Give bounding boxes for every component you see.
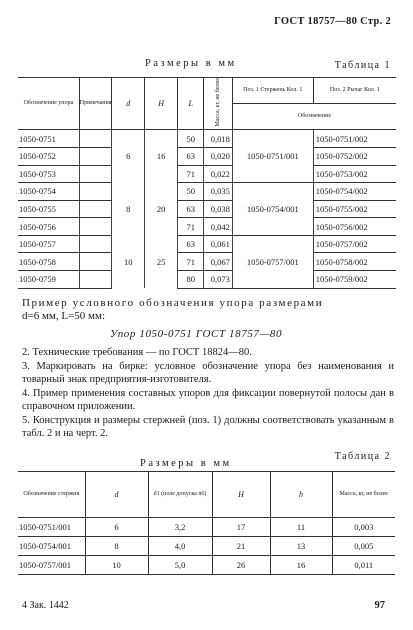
- t2-cell-d1: 3,2: [148, 518, 212, 537]
- table-row: [18, 518, 395, 537]
- table2-dim-heading: Размеры в мм: [140, 458, 232, 469]
- t2-cell-h-small: 11: [270, 518, 332, 537]
- t1-cell-des: 1050-0755: [18, 200, 79, 218]
- t1-col-l: L: [178, 78, 204, 130]
- t1-cell-note: [79, 218, 112, 236]
- t1-cell-mass: 0,018: [204, 130, 233, 148]
- t1-col-d: d: [112, 78, 144, 130]
- t1-cell-l: 63: [178, 235, 204, 253]
- t2-cell-mass: 0,011: [332, 556, 395, 575]
- t1-cell-mass: 0,020: [204, 147, 233, 165]
- t1-cell-l: 50: [178, 130, 204, 148]
- t1-cell-pos1: 1050-0757/001: [232, 235, 313, 288]
- t2-col-h-small: h: [270, 472, 332, 518]
- example-designation: Упор 1050-0751 ГОСТ 18757—80: [110, 328, 283, 340]
- t1-cell-h: 16: [144, 130, 177, 183]
- t1-cell-mass: 0,035: [204, 183, 233, 201]
- t1-cell-des: 1050-0752: [18, 147, 79, 165]
- t1-cell-pos2: 1050-0756/002: [313, 218, 396, 236]
- t2-cell-des: 1050-0757/001: [18, 556, 85, 575]
- t1-cell-mass: 0,042: [204, 218, 233, 236]
- table-row: [18, 165, 396, 183]
- paragraph-4: 4. Пример применения составных упоров для фиксации повернутой полосы дан в справочном приложении.: [22, 388, 394, 412]
- t1-cell-pos2: 1050-0751/002: [313, 130, 396, 148]
- t1-col-mass: [204, 78, 233, 130]
- t2-cell-des: 1050-0754/001: [18, 537, 85, 556]
- table-row: [18, 130, 396, 148]
- table-row: [18, 235, 396, 253]
- t2-cell-h-small: 13: [270, 537, 332, 556]
- t1-cell-pos2: 1050-0758/002: [313, 253, 396, 271]
- t2-col-h-big: H: [212, 472, 270, 518]
- t2-col-designation: Обозначение стержня: [18, 472, 85, 518]
- t2-cell-d: 6: [85, 518, 148, 537]
- t2-cell-mass: 0,005: [332, 537, 395, 556]
- table-row: [18, 147, 396, 165]
- table-row: [18, 271, 396, 289]
- t1-cell-l: 63: [178, 200, 204, 218]
- t1-cell-h: 20: [144, 183, 177, 236]
- t1-cell-mass: 0,061: [204, 235, 233, 253]
- table-row: [18, 218, 396, 236]
- paragraph-3: 3. Маркировать на бирке: условное обозначение упора без наименования и товарный знак предприятия-изготовителя.: [22, 361, 394, 385]
- t1-cell-pos1: 1050-0754/001: [232, 183, 313, 236]
- t2-cell-d1: 4,0: [148, 537, 212, 556]
- t1-col-pos1: Поз. 1 Стержень Кол. 1: [232, 78, 313, 104]
- t1-cell-pos2: 1050-0759/002: [313, 271, 396, 289]
- t1-col-note: Примечания: [79, 78, 112, 130]
- t1-cell-note: [79, 130, 112, 148]
- t1-cell-l: 71: [178, 165, 204, 183]
- t1-cell-l: 63: [178, 147, 204, 165]
- t1-cell-note: [79, 147, 112, 165]
- t1-col-pos2: Поз. 2 Рычаг Кол. 1: [313, 78, 396, 104]
- t1-cell-d: 10: [112, 235, 144, 288]
- t1-cell-l: 80: [178, 271, 204, 289]
- table-row: [18, 556, 395, 575]
- t1-cell-pos2: 1050-0753/002: [313, 165, 396, 183]
- page-header: ГОСТ 18757—80 Стр. 2: [274, 16, 391, 27]
- paragraph-2: 2. Технические требования — по ГОСТ 18824—80.: [22, 347, 252, 358]
- t1-cell-note: [79, 183, 112, 201]
- example-line1: Пример условного обозначения упора размерами: [22, 297, 324, 309]
- t1-cell-pos2: 1050-0757/002: [313, 235, 396, 253]
- t1-cell-note: [79, 253, 112, 271]
- t1-cell-des: 1050-0759: [18, 271, 79, 289]
- t1-cell-des: 1050-0758: [18, 253, 79, 271]
- t2-cell-d: 10: [85, 556, 148, 575]
- t1-cell-mass: 0,038: [204, 200, 233, 218]
- t2-cell-h-small: 16: [270, 556, 332, 575]
- t1-cell-pos2: 1050-0752/002: [313, 147, 396, 165]
- t1-cell-l: 50: [178, 183, 204, 201]
- t1-cell-l: 71: [178, 253, 204, 271]
- t2-cell-mass: 0,003: [332, 518, 395, 537]
- t2-cell-h-big: 17: [212, 518, 270, 537]
- t2-cell-d: 8: [85, 537, 148, 556]
- t2-cell-des: 1050-0751/001: [18, 518, 85, 537]
- t1-col-designation-sub: Обозначение: [232, 104, 396, 130]
- t1-cell-d: 6: [112, 130, 144, 183]
- page-number: 97: [374, 600, 385, 611]
- table-row: [18, 200, 396, 218]
- t1-cell-d: 8: [112, 183, 144, 236]
- t2-col-mass: Масса, кг, не более: [332, 472, 395, 518]
- t1-cell-note: [79, 200, 112, 218]
- table1-dim-heading: Размеры в мм: [145, 58, 237, 69]
- t1-cell-mass: 0,067: [204, 253, 233, 271]
- t2-cell-h-big: 21: [212, 537, 270, 556]
- t1-cell-note: [79, 271, 112, 289]
- t1-cell-mass: 0,073: [204, 271, 233, 289]
- table-row: [18, 253, 396, 271]
- table2: [18, 471, 395, 575]
- table-row: [18, 537, 395, 556]
- example-line2: d=6 мм, L=50 мм:: [22, 310, 106, 322]
- t1-cell-des: 1050-0754: [18, 183, 79, 201]
- t2-cell-d1: 5,0: [148, 556, 212, 575]
- paragraph-5: 5. Конструкция и размеры стержней (поз. 1) должны соответствовать указанным в табл. 2 и на черт. 2.: [22, 415, 394, 439]
- t1-cell-h: 25: [144, 235, 177, 288]
- t1-cell-des: 1050-0756: [18, 218, 79, 236]
- t1-cell-pos1: 1050-0751/001: [232, 130, 313, 183]
- table2-label: Таблица 2: [334, 451, 391, 462]
- t1-col-designation: Обозначение упора: [18, 78, 79, 130]
- t1-cell-des: 1050-0751: [18, 130, 79, 148]
- t1-cell-pos2: 1050-0754/002: [313, 183, 396, 201]
- t1-cell-note: [79, 165, 112, 183]
- t1-col-h: H: [144, 78, 177, 130]
- t1-col-mass-text: Масса, кг, не более: [214, 78, 221, 127]
- t1-cell-pos2: 1050-0755/002: [313, 200, 396, 218]
- t1-cell-des: 1050-0757: [18, 235, 79, 253]
- t1-cell-des: 1050-0753: [18, 165, 79, 183]
- t2-col-d1: d1 (поле допуска n6): [148, 472, 212, 518]
- t1-cell-l: 71: [178, 218, 204, 236]
- table1-label: Таблица 1: [334, 60, 391, 71]
- t2-cell-h-big: 26: [212, 556, 270, 575]
- table1: [18, 77, 396, 289]
- t2-col-d: d: [85, 472, 148, 518]
- table-row: [18, 183, 396, 201]
- t1-cell-note: [79, 235, 112, 253]
- footer-order-number: 4 Зак. 1442: [22, 600, 69, 611]
- t1-cell-mass: 0,022: [204, 165, 233, 183]
